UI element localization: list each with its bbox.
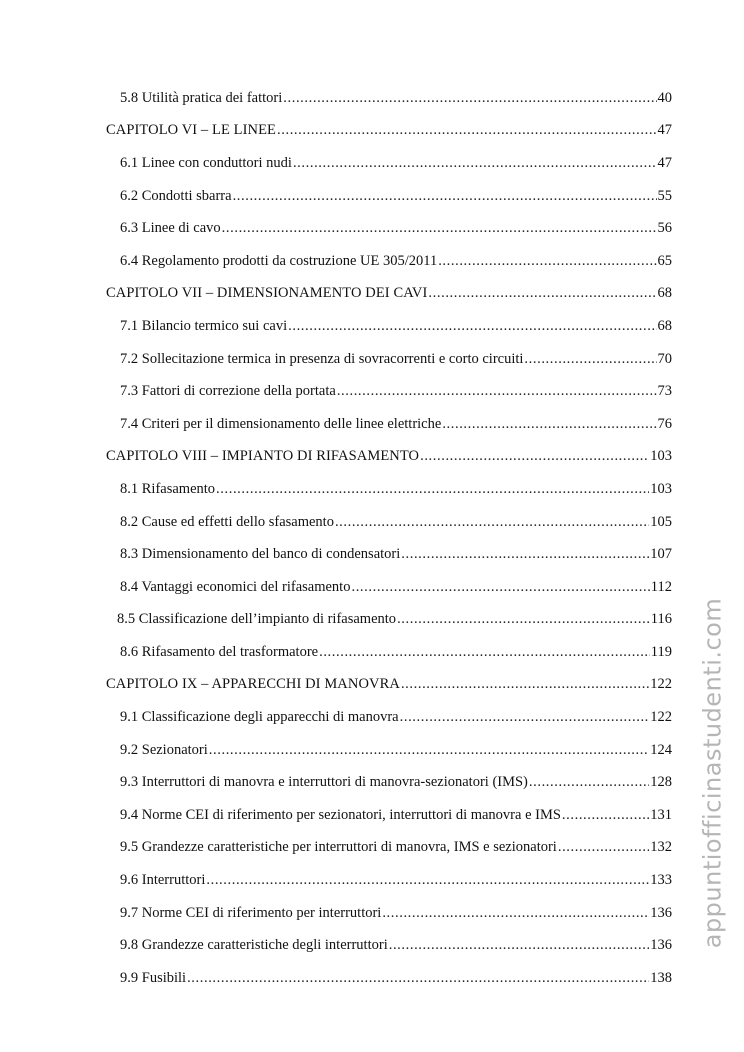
toc-entry-title: 8.6 Rifasamento del trasformatore	[120, 643, 319, 660]
toc-entry-title: 6.1 Linee con conduttori nudi	[120, 154, 292, 171]
dot-leader	[277, 122, 656, 139]
toc-entry-page: 136	[650, 904, 672, 921]
toc-entry-page: 56	[657, 220, 672, 237]
toc-entry-title: 9.7 Norme CEI di riferimento per interruttori	[120, 904, 382, 921]
toc-entry-page: 65	[657, 252, 672, 269]
toc-entry-page: 136	[650, 937, 672, 954]
toc-entry[interactable]	[0, 701, 744, 734]
dot-leader	[216, 481, 649, 498]
dot-leader	[524, 351, 656, 368]
toc-chapter-title: CAPITOLO VI – LE LINEE	[106, 122, 277, 139]
toc-entry-page: 119	[650, 643, 672, 660]
toc-entry-title: 8.5 Classificazione dell’impianto di rifasamento	[117, 611, 397, 628]
dot-leader	[529, 774, 649, 791]
toc-entry-page: 107	[650, 546, 672, 563]
toc-chapter-title: CAPITOLO VIII – IMPIANTO DI RIFASAMENTO	[106, 448, 420, 465]
toc-entry-title: 9.4 Norme CEI di riferimento per sezionatori, interruttori di manovra e IMS	[120, 806, 561, 823]
toc-entry-title: 7.4 Criteri per il dimensionamento delle linee elettriche	[120, 415, 442, 432]
toc-entry[interactable]	[0, 82, 744, 115]
dot-leader	[558, 839, 649, 856]
toc-entry-title: 9.8 Grandezze caratteristiche degli interruttori	[120, 937, 388, 954]
toc-chapter[interactable]	[0, 278, 744, 311]
toc-entry[interactable]	[0, 734, 744, 767]
toc-entry-title: 9.3 Interruttori di manovra e interruttori di manovra-sezionatori (IMS)	[120, 774, 528, 791]
dot-leader	[401, 546, 649, 563]
dot-leader	[438, 253, 656, 270]
toc-entry[interactable]	[0, 636, 744, 669]
dot-leader	[288, 318, 656, 335]
toc-entry-page: 55	[657, 187, 672, 204]
toc-entry[interactable]	[0, 766, 744, 799]
toc-entry-title: 9.5 Grandezze caratteristiche per interruttori di manovra, IMS e sezionatori	[120, 839, 557, 856]
toc-entry-title: 9.9 Fusibili	[120, 969, 187, 986]
toc-chapter-page: 103	[650, 448, 672, 465]
toc-entry-title: 9.6 Interruttori	[120, 872, 206, 889]
toc-chapter-page: 68	[657, 285, 672, 302]
dot-leader	[401, 676, 649, 693]
watermark	[690, 597, 734, 949]
toc-entry-page: 73	[657, 383, 672, 400]
toc-entry-page: 76	[657, 415, 672, 432]
dot-leader	[428, 285, 656, 302]
toc-entry-title: 6.3 Linee di cavo	[120, 220, 221, 237]
toc-entry[interactable]	[0, 180, 744, 213]
dot-leader	[562, 807, 649, 824]
dot-leader	[319, 644, 650, 661]
dot-leader	[420, 448, 649, 465]
toc-entry-page: 103	[650, 480, 672, 497]
toc-entry[interactable]	[0, 147, 744, 180]
toc-entry[interactable]	[0, 245, 744, 278]
toc-entry-title: 9.2 Sezionatori	[120, 741, 208, 758]
dot-leader	[382, 905, 649, 922]
toc-entry-title: 7.3 Fattori di correzione della portata	[120, 383, 336, 400]
toc-entry-title: 6.4 Regolamento prodotti da costruzione UE 305/2011	[120, 252, 438, 269]
toc-entry[interactable]	[0, 212, 744, 245]
dot-leader	[400, 709, 650, 726]
toc-entry[interactable]	[0, 538, 744, 571]
toc-entry[interactable]	[0, 506, 744, 539]
table-of-contents	[0, 82, 744, 995]
toc-entry[interactable]	[0, 897, 744, 930]
dot-leader	[187, 970, 649, 987]
dot-leader	[209, 742, 649, 759]
toc-entry-page: 122	[650, 709, 672, 726]
toc-entry-title: 7.1 Bilancio termico sui cavi	[120, 317, 288, 334]
watermark-text: appuntiofficinastudenti.com	[698, 597, 727, 949]
toc-chapter-title: CAPITOLO IX – APPARECCHI DI MANOVRA	[106, 676, 400, 693]
toc-entry-title: 8.3 Dimensionamento del banco di condensatori	[120, 546, 401, 563]
toc-chapter-page: 47	[657, 122, 672, 139]
dot-leader	[397, 611, 650, 628]
dot-leader	[222, 220, 657, 237]
toc-entry-page: 124	[650, 741, 672, 758]
toc-entry[interactable]	[0, 864, 744, 897]
toc-entry-title: 9.1 Classificazione degli apparecchi di manovra	[120, 709, 399, 726]
toc-entry-page: 105	[650, 513, 672, 530]
toc-entry-title: 7.2 Sollecitazione termica in presenza di sovracorrenti e corto circuiti	[120, 350, 524, 367]
toc-entry-page: 131	[650, 806, 672, 823]
dot-leader	[206, 872, 649, 889]
toc-entry[interactable]	[0, 962, 744, 995]
toc-entry-page: 138	[650, 969, 672, 986]
dot-leader	[337, 383, 657, 400]
toc-entry-title: 8.4 Vantaggi economici del rifasamento	[120, 578, 351, 595]
dot-leader	[233, 188, 657, 205]
toc-entry-page: 132	[650, 839, 672, 856]
toc-chapter[interactable]	[0, 115, 744, 148]
toc-entry-page: 116	[650, 611, 672, 628]
toc-entry[interactable]	[0, 310, 744, 343]
dot-leader	[283, 90, 656, 107]
toc-chapter-page: 122	[650, 676, 672, 693]
dot-leader	[335, 514, 649, 531]
toc-entry-page: 68	[657, 317, 672, 334]
toc-entry-title: 5.8 Utilità pratica dei fattori	[120, 89, 283, 106]
dot-leader	[293, 155, 657, 172]
toc-entry[interactable]	[0, 832, 744, 865]
toc-entry-title: 8.1 Rifasamento	[120, 480, 216, 497]
toc-entry-title: 6.2 Condotti sbarra	[120, 187, 232, 204]
toc-entry-page: 128	[650, 774, 672, 791]
toc-entry-page: 133	[650, 872, 672, 889]
toc-entry-page: 112	[650, 578, 672, 595]
toc-entry-page: 40	[657, 89, 672, 106]
dot-leader	[389, 937, 650, 954]
toc-entry[interactable]	[0, 799, 744, 832]
toc-entry[interactable]	[0, 604, 744, 637]
dot-leader	[351, 579, 649, 596]
toc-chapter[interactable]	[0, 669, 744, 702]
toc-entry[interactable]	[0, 929, 744, 962]
toc-entry[interactable]	[0, 473, 744, 506]
toc-entry[interactable]	[0, 343, 744, 376]
toc-entry[interactable]	[0, 375, 744, 408]
toc-entry-title: 8.2 Cause ed effetti dello sfasamento	[120, 513, 334, 530]
toc-chapter-title: CAPITOLO VII – DIMENSIONAMENTO DEI CAVI	[106, 285, 428, 302]
toc-chapter[interactable]	[0, 441, 744, 474]
toc-entry-page: 70	[657, 350, 672, 367]
toc-entry-page: 47	[657, 154, 672, 171]
dot-leader	[442, 416, 656, 433]
toc-entry[interactable]	[0, 408, 744, 441]
toc-entry[interactable]	[0, 571, 744, 604]
